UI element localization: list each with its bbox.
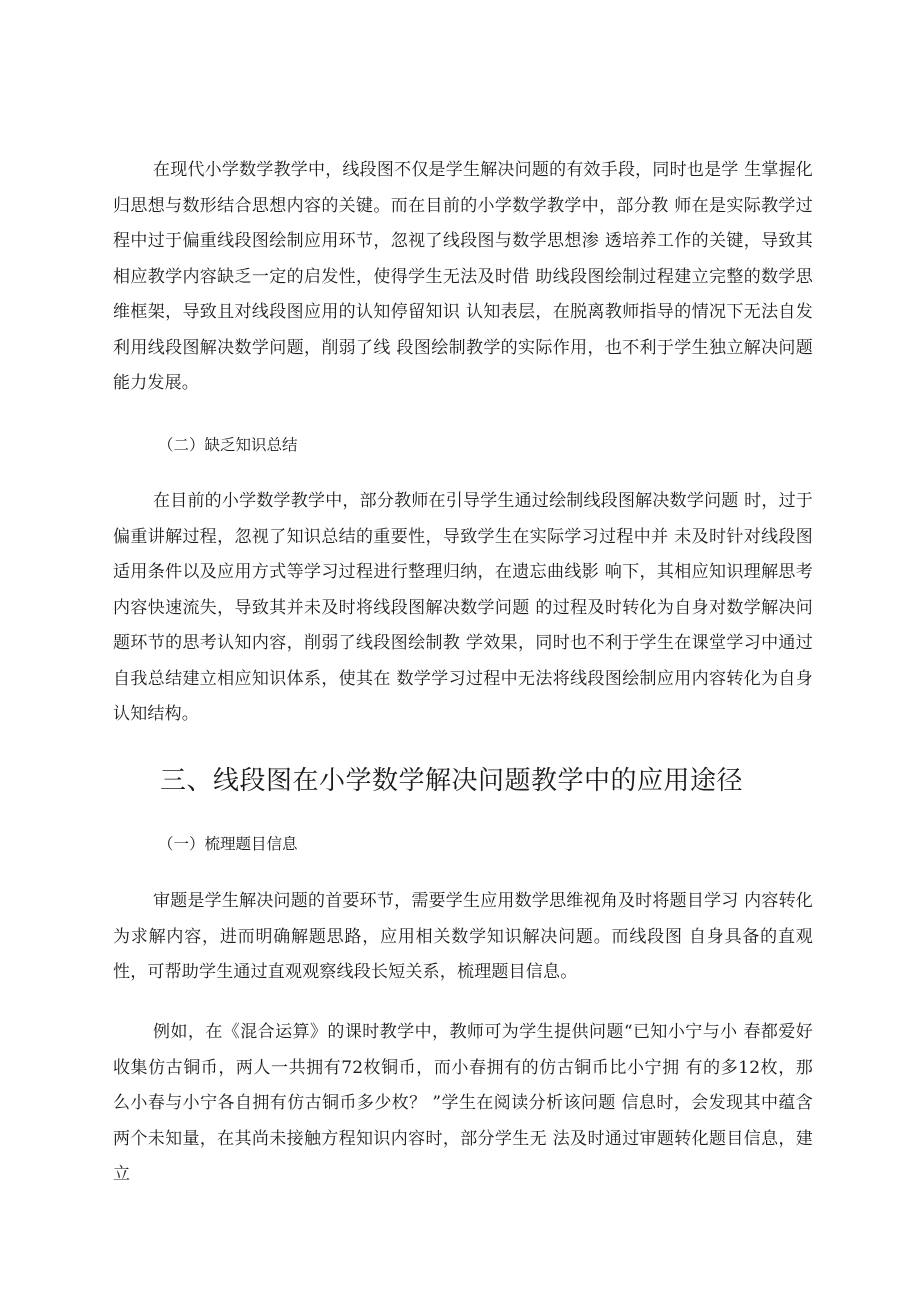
- paragraph-review-questions: 审题是学生解决问题的首要环节，需要学生应用数学思维视角及时将题目学习 内容转化为求解内容，进而明确解题思路，应用相关数学知识解决问题。而线段图 自身具备的直观性，可帮助学生通过直观观察线段长短关系，梳理题目信息。: [113, 891, 813, 982]
- subsection-heading-organize-information: （一）梳理题目信息: [158, 835, 298, 853]
- paragraph-intro: 在现代小学数学教学中，线段图不仅是学生解决问题的有效手段，同时也是学 生掌握化归思想与数形结合思想内容的关键。而在目前的小学数学教学中，部分教 师在是实际教学过程中过于偏重线段图绘制应用环节，忽视了线段图与数学思想渗 透培养工作的关键，导致其相应教学内容缺乏一定的启发性，使得学生无法及时借 助线段图绘制过程建立完整的数学思维框架，导致且对线段图应用的认知停留知识 认知表层，在脱离教师指导的情况下无法自发利用线段图解决数学问题，削弱了线 段图绘制教学的实际作用，也不利于学生独立解决问题能力发展。: [113, 160, 813, 393]
- paragraph-lack-of-summary: 在目前的小学数学教学中，部分教师在引导学生通过绘制线段图解决数学问题 时，过于偏重讲解过程，忽视了知识总结的重要性，导致学生在实际学习过程中并 未及时针对线段图适用条件以及应用方式等学习过程进行整理归纳，在遗忘曲线影 响下，其相应知识理解思考内容快速流失，导致其并未及时将线段图解决数学问题 的过程及时转化为自身对数学解决问题环节的思考认知内容，削弱了线段图绘制教 学效果，同时也不利于学生在课堂学习中通过自我总结建立相应知识体系，使其在 数学学习过程中无法将线段图绘制应用内容转化为自身认知结构。: [113, 491, 813, 724]
- paragraph-example-mixed-operations: 例如，在《混合运算》的课时教学中，教师可为学生提供问题“已知小宁与小 春都爱好收集仿古铜币，两人一共拥有72枚铜币，而小春拥有的仿古铜币比小宁拥 有的多12枚，那么小春与小宁各自拥有仿古铜币多少枚？ ”学生在阅读分析该问题 信息时，会发现其中蕴含两个未知量，在其尚未接触方程知识内容时，部分学生无 法及时通过审题转化题目信息，建立: [113, 1022, 813, 1184]
- section-title-application-approaches: 三、线段图在小学数学解决问题教学中的应用途径: [160, 766, 744, 796]
- subsection-heading-lack-of-summary: （二）缺乏知识总结: [158, 436, 298, 454]
